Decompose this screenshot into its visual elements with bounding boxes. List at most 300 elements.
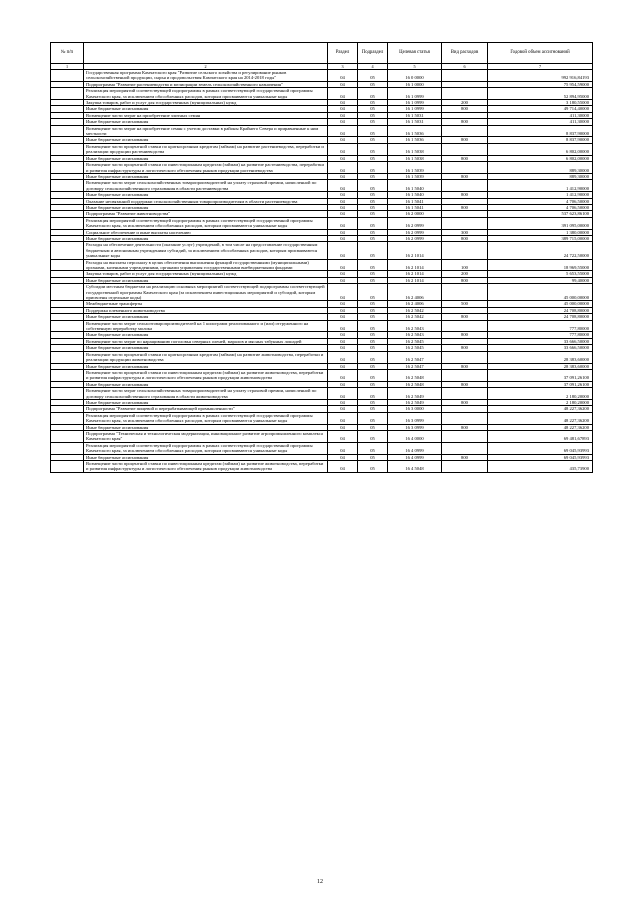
row-name-cell: Расходы на обеспечение деятельности (оказание услуг) учреждений, в том числе на предоставление государственным бюджетным и автономным учреждениям субсидий, за исключением обособленных расходов, которым присваиваются уникальные коды [84,242,328,259]
row-exptype-cell: 800 [442,235,488,241]
row-name-cell: Иные бюджетные ассигнования [84,345,328,351]
row-exptype-cell [442,461,488,473]
row-subsection-cell: 05 [358,388,388,400]
row-subsection-cell: 05 [358,424,388,430]
row-exptype-cell: 500 [442,301,488,307]
row-name-cell: Поддержка племенного животноводства [84,307,328,313]
row-section-cell: 04 [328,235,358,241]
table-row [51,369,593,381]
row-name-cell: Возмещение части затрат на приобретение элитных семян [84,112,328,118]
row-name-cell: Закупка товаров, работ и услуг для государственных (муниципальных) нужд [84,271,328,277]
row-section-cell: 04 [328,412,358,424]
row-name-cell: Иные бюджетные ассигнования [84,235,328,241]
row-amount-cell: 45 000,00000 [488,284,593,301]
row-amount-cell: 33 666,50000 [488,345,593,351]
row-name-cell: Возмещение части затрат сельскохозяйственных товаропроизводителей на уплату страховой премии, начисленной по договору сельскохозяйственного страхования в области растениеводства [84,180,328,192]
row-section-cell: 04 [328,229,358,235]
row-subsection-cell: 05 [358,345,388,351]
row-exptype-cell: 800 [442,277,488,283]
row-subsection-cell: 05 [358,412,388,424]
row-amount-cell: 49 714,40000 [488,106,593,112]
row-target-cell: 16 4 0999 [388,442,442,454]
row-section-cell: 04 [328,381,358,387]
row-exptype-cell [442,412,488,424]
row-section-cell: 04 [328,259,358,271]
row-subsection-cell: 05 [358,363,388,369]
row-num-cell [51,320,84,332]
row-exptype-cell [442,442,488,454]
row-subsection-cell: 05 [358,307,388,313]
row-target-cell: 16 2 5047 [388,351,442,363]
row-amount-cell: 1 380,00000 [488,229,593,235]
table-header-row [51,43,593,64]
row-name-cell: Иные бюджетные ассигнования [84,424,328,430]
row-name-cell: Иные бюджетные ассигнования [84,381,328,387]
row-section-cell: 04 [328,430,358,442]
row-target-cell: 16 2 0999 [388,229,442,235]
row-subsection-cell: 05 [358,143,388,155]
row-amount-cell: 8 837,90000 [488,125,593,137]
row-exptype-cell: 200 [442,100,488,106]
row-target-cell: 16 2 5048 [388,369,442,381]
row-amount-cell: 37 091,26100 [488,369,593,381]
index-cell: 4 [358,64,388,70]
row-amount-cell: 8 837,90000 [488,137,593,143]
row-name-cell: Межбюджетные трансферты [84,301,328,307]
row-subsection-cell: 05 [358,406,388,412]
page-number: 12 [317,879,323,885]
row-target-cell: 16 2 0999 [388,217,442,229]
row-section-cell: 04 [328,143,358,155]
table-row [51,442,593,454]
row-section-cell: 04 [328,332,358,338]
row-name-cell: Иные бюджетные ассигнования [84,363,328,369]
row-amount-cell: 24 708,80000 [488,314,593,320]
row-exptype-cell [442,70,488,82]
row-section-cell: 04 [328,320,358,332]
row-target-cell: 16 2 4006 [388,284,442,301]
row-amount-cell: 24 708,80000 [488,307,593,313]
row-name-cell: Оказание несвязанной поддержки сельскохозяйственным товаропроизводителям в области растениеводства [84,198,328,204]
row-name-cell: Иные бюджетные ассигнования [84,454,328,460]
row-subsection-cell: 05 [358,211,388,217]
row-num-cell [51,88,84,100]
row-name-cell: Возмещение части процентной ставки по краткосрочным кредитам (займам) на развитие растениеводства, переработки и реализации продукции растениеводства [84,143,328,155]
row-exptype-cell: 800 [442,204,488,210]
table-row [51,242,593,259]
row-amount-cell: 24 722,50000 [488,242,593,259]
row-name-cell: Иные бюджетные ассигнования [84,399,328,405]
table-row [51,320,593,332]
row-amount-cell: 3 180,55000 [488,100,593,106]
row-amount-cell: 48 227,36200 [488,412,593,424]
row-amount-cell: 411,30000 [488,119,593,125]
row-exptype-cell: 200 [442,271,488,277]
row-target-cell: 16 2 5048 [388,381,442,387]
row-amount-cell: 389 715,00000 [488,235,593,241]
row-num-cell [51,70,84,82]
row-section-cell: 04 [328,399,358,405]
row-name-cell: Иные бюджетные ассигнования [84,277,328,283]
table-row [51,143,593,155]
row-subsection-cell: 05 [358,162,388,174]
row-section-cell: 04 [328,314,358,320]
header-num: № п/п [51,43,84,64]
row-target-cell: 16 4 5048 [388,461,442,473]
row-name-cell: Возмещение части затрат сельхозтоваропроизводителей на 1 килограмм реализованного и (или) отгруженного на собственную переработку молока [84,320,328,332]
row-section-cell: 04 [328,345,358,351]
row-target-cell: 16 1 5038 [388,143,442,155]
row-section-cell: 04 [328,424,358,430]
row-target-cell: 16 1 0999 [388,88,442,100]
row-target-cell: 16 2 5049 [388,399,442,405]
row-name-cell: Подпрограмма "Развитие животноводства" [84,211,328,217]
row-target-cell: 16 2 5045 [388,345,442,351]
row-section-cell: 04 [328,301,358,307]
row-target-cell: 16 1 5039 [388,173,442,179]
row-amount-cell: 2 180,20000 [488,399,593,405]
row-name-cell: Иные бюджетные ассигнования [84,137,328,143]
row-section-cell: 04 [328,155,358,161]
row-subsection-cell: 05 [358,100,388,106]
row-name-cell: Иные бюджетные ассигнования [84,106,328,112]
row-name-cell: Реализация мероприятий соответствующей подпрограммы в рамках соответствующей государственной программы Камчатского края, за исключением обособленных расходов, которым присваиваются уникальные коды [84,217,328,229]
row-amount-cell: 537 623,86100 [488,211,593,217]
row-target-cell: 16 1 5031 [388,112,442,118]
table-row [51,351,593,363]
row-section-cell: 04 [328,180,358,192]
row-section-cell: 04 [328,242,358,259]
row-amount-cell: 28 383,60000 [488,363,593,369]
row-name-cell: Реализация мероприятий соответствующей подпрограммы в рамках соответствующей государственной программы Камчатского края, за исключением обособленных расходов, которым присваиваются уникальные коды [84,442,328,454]
document-page [50,42,592,473]
row-subsection-cell: 05 [358,88,388,100]
row-num-cell [51,180,84,192]
row-name-cell: Иные бюджетные ассигнования [84,192,328,198]
row-name-cell: Возмещение части затрат на приобретение семян с учетом доставки в районы Крайнего Севера и приравненные к ним местности [84,125,328,137]
header-target: Целевая статья [388,43,442,64]
table-row [51,125,593,137]
row-target-cell: 16 3 0000 [388,406,442,412]
row-target-cell: 16 2 1014 [388,277,442,283]
row-section-cell: 04 [328,125,358,137]
row-target-cell: 16 1 5036 [388,137,442,143]
row-exptype-cell: 800 [442,381,488,387]
row-exptype-cell: 800 [442,173,488,179]
row-exptype-cell [442,284,488,301]
row-section-cell: 04 [328,277,358,283]
table-row [51,388,593,400]
row-amount-cell: 889,30000 [488,162,593,174]
row-subsection-cell: 05 [358,320,388,332]
row-exptype-cell: 800 [442,106,488,112]
row-target-cell: 16 1 5041 [388,198,442,204]
row-num-cell [51,430,84,442]
row-section-cell: 04 [328,204,358,210]
row-section-cell: 04 [328,192,358,198]
row-num-cell [51,442,84,454]
row-amount-cell: 75 954,59000 [488,81,593,87]
row-exptype-cell: 800 [442,192,488,198]
index-cell: 5 [388,64,442,70]
row-amount-cell: 69 045,93993 [488,454,593,460]
row-exptype-cell [442,217,488,229]
row-section-cell: 04 [328,351,358,363]
row-amount-cell: 391 095,00000 [488,217,593,229]
row-amount-cell: 99,40000 [488,277,593,283]
row-subsection-cell: 05 [358,198,388,204]
row-section-cell: 04 [328,388,358,400]
index-cell: 7 [488,64,593,70]
row-exptype-cell [442,162,488,174]
row-exptype-cell: 800 [442,424,488,430]
row-exptype-cell [442,369,488,381]
row-amount-cell: 37 091,26100 [488,381,593,387]
row-amount-cell: 1 412,90000 [488,180,593,192]
row-amount-cell: 52 894,95000 [488,88,593,100]
row-subsection-cell: 05 [358,70,388,82]
row-num-cell [51,143,84,155]
row-section-cell: 04 [328,338,358,344]
row-num-cell [51,412,84,424]
row-target-cell: 16 2 5043 [388,332,442,338]
table-row [51,430,593,442]
row-subsection-cell: 05 [358,112,388,118]
row-target-cell: 16 2 0000 [388,211,442,217]
row-subsection-cell: 05 [358,242,388,259]
row-section-cell: 04 [328,88,358,100]
row-exptype-cell: 800 [442,119,488,125]
row-subsection-cell: 05 [358,235,388,241]
table-row [51,412,593,424]
row-exptype-cell [442,320,488,332]
budget-table [50,42,593,473]
row-subsection-cell: 05 [358,217,388,229]
row-subsection-cell: 05 [358,301,388,307]
table-body [51,70,593,473]
row-name-cell: Субсидии местным бюджетам на реализацию основных мероприятий соответствующей подпрограммы соответствующей государственной программы Камчатского края (за исключением инвестиционных мероприятий и субсидий, которым присвоены отдельные коды) [84,284,328,301]
row-name-cell: Иные бюджетные ассигнования [84,173,328,179]
row-target-cell: 16 2 1014 [388,271,442,277]
row-section-cell: 04 [328,217,358,229]
row-num-cell [51,284,84,301]
row-target-cell: 16 0 0000 [388,70,442,82]
row-section-cell: 04 [328,307,358,313]
row-subsection-cell: 05 [358,338,388,344]
row-exptype-cell: 800 [442,314,488,320]
row-target-cell: 16 2 4006 [388,301,442,307]
row-amount-cell: 6 802,00000 [488,155,593,161]
row-target-cell: 16 2 5042 [388,307,442,313]
row-num-cell [51,369,84,381]
row-section-cell: 04 [328,198,358,204]
row-amount-cell: 411,30000 [488,112,593,118]
row-exptype-cell: 800 [442,363,488,369]
row-subsection-cell: 05 [358,430,388,442]
row-name-cell: Закупка товаров, работ и услуг для государственных (муниципальных) нужд [84,100,328,106]
row-target-cell: 16 2 1014 [388,242,442,259]
row-section-cell: 04 [328,454,358,460]
row-section-cell: 04 [328,106,358,112]
table-row [51,217,593,229]
table-row [51,461,593,473]
row-amount-cell: 69 045,93993 [488,442,593,454]
row-name-cell: Подпрограмма "Развитие пищевой и перерабатывающей промышленности" [84,406,328,412]
row-subsection-cell: 05 [358,125,388,137]
row-target-cell: 16 2 5049 [388,388,442,400]
row-amount-cell: 2 180,20000 [488,388,593,400]
row-section-cell: 04 [328,369,358,381]
row-exptype-cell [442,351,488,363]
header-subsection: Подраздел [358,43,388,64]
row-subsection-cell: 05 [358,192,388,198]
row-target-cell: 16 1 0999 [388,106,442,112]
row-target-cell: 16 2 5045 [388,338,442,344]
table-row [51,259,593,271]
row-subsection-cell: 05 [358,229,388,235]
row-name-cell: Расходы на выплаты персоналу в целях обеспечения выполнения функций государственными (муниципальными) органами, казенными учреждениями, органами управления государственными внебюджетными фондами [84,259,328,271]
row-section-cell: 04 [328,119,358,125]
row-name-cell: Возмещение части затрат сельскохозяйственных товаропроизводителей на уплату страховой премии, начисленной по договору сельскохозяйственного страхования в области животноводства [84,388,328,400]
row-name-cell: Подпрограмма "Развитие растениеводства и мелиорации земель сельскохозяйственного назначения" [84,81,328,87]
row-exptype-cell: 800 [442,155,488,161]
row-num-cell [51,125,84,137]
row-exptype-cell [442,388,488,400]
header-exptype: Вид расходов [442,43,488,64]
header-section: Раздел [328,43,358,64]
row-subsection-cell: 05 [358,351,388,363]
row-num-cell [51,388,84,400]
row-name-cell: Возмещение части процентной ставки по краткосрочным кредитам (займам) на развитие животноводства, переработки и реализации продукции животноводства [84,351,328,363]
row-name-cell: Возмещение части процентной ставки по инвестиционным кредитам (займам) на развитие животноводства, переработки и развития инфраструктуры и логистического обеспечения рынков продукции животноводства [84,369,328,381]
row-subsection-cell: 05 [358,399,388,405]
row-amount-cell: 1 412,90000 [488,192,593,198]
row-subsection-cell: 05 [358,180,388,192]
header-amount: Годовой объем ассигнований [488,43,593,64]
row-amount-cell: 992 916,84193 [488,70,593,82]
row-exptype-cell: 800 [442,137,488,143]
row-subsection-cell: 05 [358,461,388,473]
row-name-cell: Подпрограмма "Техническая и технологическая модернизация, инновационное развитие агропромышленного комплекса Камчатского края" [84,430,328,442]
row-name-cell: Возмещение части процентной ставки по инвестиционным кредитам (займам) на развитие животноводства, переработки и развития инфраструктуры и логистического обеспечения рынков продукции животноводства [84,461,328,473]
row-target-cell: 16 2 5043 [388,320,442,332]
row-target-cell: 16 1 5036 [388,125,442,137]
row-target-cell: 16 1 0999 [388,100,442,106]
row-name-cell: Реализация мероприятий соответствующей подпрограммы в рамках соответствующей государственной программы Камчатского края, за исключением обособленных расходов, которым присваиваются уникальные коды [84,412,328,424]
table-row [51,70,593,82]
row-section-cell: 04 [328,112,358,118]
row-target-cell: 16 3 0999 [388,424,442,430]
row-subsection-cell: 05 [358,454,388,460]
row-section-cell: 04 [328,100,358,106]
row-section-cell: 04 [328,70,358,82]
row-subsection-cell: 05 [358,259,388,271]
row-target-cell: 16 2 0999 [388,235,442,241]
row-subsection-cell: 05 [358,314,388,320]
row-section-cell: 04 [328,137,358,143]
row-num-cell [51,242,84,259]
row-amount-cell: 777,80000 [488,332,593,338]
row-subsection-cell: 05 [358,81,388,87]
row-amount-cell: 33 666,50000 [488,338,593,344]
row-name-cell: Государственная программа Камчатского края "Развитие сельского хозяйства и регулирование рынков сельскохозяйственной продукции, сырья и продовольствия Камчатского края на 2014-2018 годы" [84,70,328,82]
header-name [84,43,328,64]
row-name-cell: Возмещение части процентной ставки по инвестиционным кредитам (займам) на развитие растениеводства, переработки и развития инфраструктуры и логистического обеспечения рынков продукции растениеводства [84,162,328,174]
row-amount-cell: 48 227,36200 [488,406,593,412]
row-subsection-cell: 05 [358,106,388,112]
row-amount-cell: 4 706,50000 [488,204,593,210]
row-section-cell: 04 [328,211,358,217]
row-exptype-cell: 800 [442,454,488,460]
row-amount-cell: 6 802,00000 [488,143,593,155]
row-amount-cell: 45 000,00000 [488,301,593,307]
table-row [51,162,593,174]
row-exptype-cell [442,143,488,155]
index-cell: 2 [84,64,328,70]
row-section-cell: 04 [328,363,358,369]
row-subsection-cell: 05 [358,442,388,454]
row-amount-cell: 4 706,50000 [488,198,593,204]
row-name-cell: Возмещение части затрат по наращиванию поголовья северных оленей, маралов и мясных табунных лошадей [84,338,328,344]
row-target-cell: 16 1 5040 [388,180,442,192]
row-exptype-cell: 300 [442,229,488,235]
row-name-cell: Иные бюджетные ассигнования [84,119,328,125]
row-target-cell: 16 1 5039 [388,162,442,174]
row-target-cell: 16 3 0999 [388,412,442,424]
row-exptype-cell: 800 [442,345,488,351]
row-subsection-cell: 05 [358,284,388,301]
row-section-cell: 04 [328,271,358,277]
row-target-cell: 16 2 1014 [388,259,442,271]
row-exptype-cell [442,88,488,100]
table-row [51,284,593,301]
row-subsection-cell: 05 [358,119,388,125]
row-amount-cell: 69 481,67893 [488,430,593,442]
index-cell: 6 [442,64,488,70]
row-target-cell: 16 1 5038 [388,155,442,161]
row-subsection-cell: 05 [358,369,388,381]
row-subsection-cell: 05 [358,277,388,283]
row-section-cell: 04 [328,284,358,301]
row-target-cell: 16 1 0000 [388,81,442,87]
row-name-cell: Социальное обеспечение и иные выплаты населению [84,229,328,235]
row-name-cell: Иные бюджетные ассигнования [84,155,328,161]
row-subsection-cell: 05 [358,271,388,277]
row-target-cell: 16 1 5031 [388,119,442,125]
row-amount-cell: 48 227,36200 [488,424,593,430]
row-amount-cell: 435,73900 [488,461,593,473]
row-name-cell: Иные бюджетные ассигнования [84,332,328,338]
row-target-cell: 16 4 0999 [388,454,442,460]
row-num-cell [51,461,84,473]
row-num-cell [51,351,84,363]
row-amount-cell: 28 383,60000 [488,351,593,363]
row-exptype-cell: 800 [442,399,488,405]
index-cell: 1 [51,64,84,70]
row-name-cell: Реализация мероприятий соответствующей подпрограммы в рамках соответствующей государственной программы Камчатского края, за исключением обособленных расходов, которым присваиваются уникальные коды [84,88,328,100]
row-exptype-cell [442,125,488,137]
row-num-cell [51,259,84,271]
row-name-cell: Иные бюджетные ассигнования [84,204,328,210]
row-subsection-cell: 05 [358,381,388,387]
row-subsection-cell: 05 [358,173,388,179]
row-exptype-cell: 800 [442,332,488,338]
row-target-cell: 16 1 5041 [388,204,442,210]
row-target-cell: 16 1 5040 [388,192,442,198]
row-section-cell: 04 [328,461,358,473]
row-amount-cell: 889,30000 [488,173,593,179]
row-subsection-cell: 05 [358,204,388,210]
